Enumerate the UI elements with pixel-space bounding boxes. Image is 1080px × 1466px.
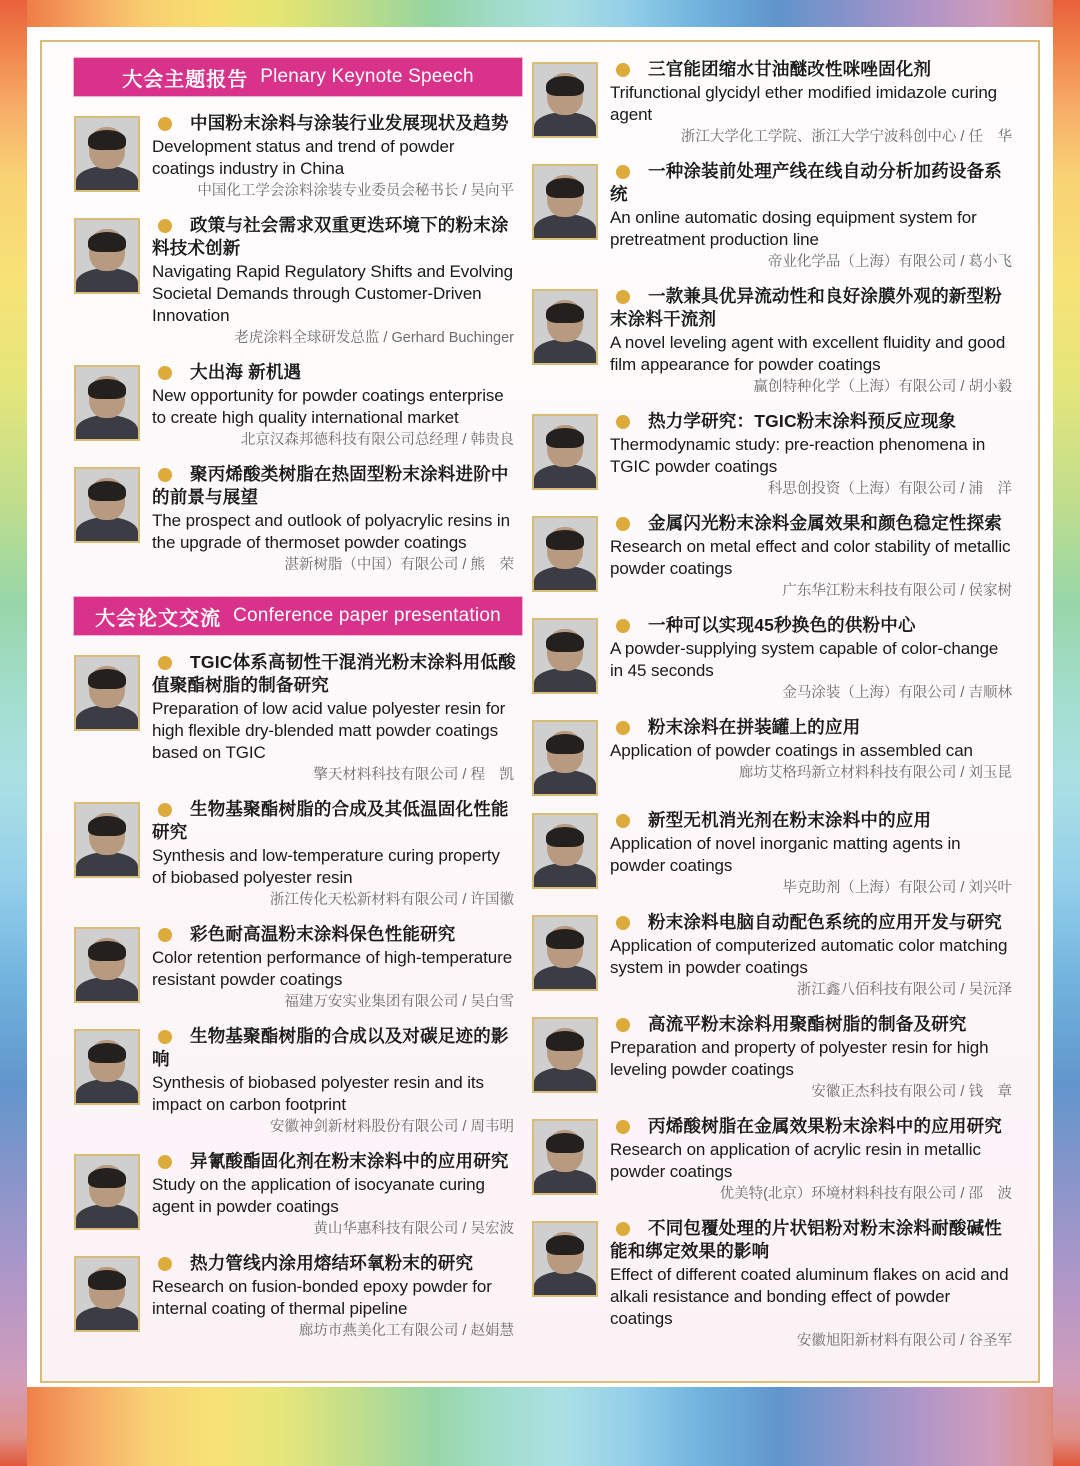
speaker-photo bbox=[532, 62, 598, 138]
entry-title-cn: 热力管线内涂用熔结环氧粉末的研究 bbox=[190, 1253, 474, 1273]
entry-title-cn: 一种涂装前处理产线在线自动分析加药设备系统 bbox=[610, 161, 1002, 204]
bullet-dot-icon bbox=[158, 1155, 172, 1169]
entry-text bbox=[152, 923, 516, 1012]
entry-affiliation: 浙江鑫八佰科技有限公司 / 吴沅泽 bbox=[796, 982, 1012, 998]
entry-text bbox=[152, 463, 516, 575]
entry-title-en: Thermodynamic study: pre-reaction phenomena in TGIC powder coatings bbox=[610, 435, 986, 476]
entry bbox=[532, 1217, 1014, 1351]
speaker-photo bbox=[532, 164, 598, 240]
speaker-photo bbox=[74, 365, 140, 441]
entry-title-en: The prospect and outlook of polyacrylic resins in the upgrade of thermoset powder coatings bbox=[152, 511, 510, 552]
bullet-dot-icon bbox=[158, 1257, 172, 1271]
entry-title-en: Synthesis and low-temperature curing property of biobased polyester resin bbox=[152, 846, 500, 887]
entry-title-cn: 热力学研究：TGIC粉末涂料预反应现象 bbox=[648, 411, 957, 431]
entry-title-cn: 彩色耐高温粉末涂料保色性能研究 bbox=[190, 924, 456, 944]
entry-title-en: Preparation and property of polyester resin for high leveling powder coatings bbox=[610, 1038, 989, 1079]
entry-affiliation: 北京汉森邦德科技有限公司总经理 / 韩贵良 bbox=[240, 432, 514, 448]
entry-text bbox=[610, 58, 1014, 147]
entry-title-cn-row bbox=[152, 1252, 516, 1275]
entry-title-cn-row bbox=[610, 809, 1014, 832]
entry-title-cn-row bbox=[152, 361, 516, 384]
bullet-dot-icon bbox=[616, 290, 630, 304]
section-title-cn: 大会主题报告 bbox=[122, 68, 249, 91]
bullet-dot-icon bbox=[616, 1222, 630, 1236]
entry-title-cn-row bbox=[152, 463, 516, 509]
entry-title-cn: 聚丙烯酸类树脂在热固型粉末涂料进阶中的前景与展望 bbox=[152, 464, 509, 507]
speaker-photo bbox=[74, 116, 140, 192]
speaker-photo bbox=[532, 915, 598, 991]
speaker-photo bbox=[74, 927, 140, 1003]
entry-title-en: Application of computerized automatic color matching system in powder coatings bbox=[610, 936, 1008, 977]
bullet-dot-icon bbox=[616, 814, 630, 828]
entry-text bbox=[610, 911, 1014, 1000]
entry-title-en: Synthesis of biobased polyester resin and its impact on carbon footprint bbox=[152, 1073, 484, 1114]
entry-affiliation: 擎天材料科技有限公司 / 程 凯 bbox=[313, 767, 514, 783]
entry-text bbox=[610, 1217, 1014, 1351]
entry-affiliation: 帝业化学品（上海）有限公司 / 葛小飞 bbox=[767, 254, 1012, 270]
entry-affiliation: 中国化工学会涂料涂装专业委员会秘书长 / 吴向平 bbox=[197, 183, 514, 199]
entry-text bbox=[610, 614, 1014, 703]
entry-title-en: Research on application of acrylic resin in metallic powder coatings bbox=[610, 1140, 981, 1181]
entry-text bbox=[152, 1252, 516, 1341]
entry-title-en: A powder-supplying system capable of color-change in 45 seconds bbox=[610, 639, 999, 680]
entry bbox=[74, 1025, 516, 1137]
entry-title-cn: 高流平粉末涂料用聚酯树脂的制备及研究 bbox=[648, 1014, 967, 1034]
entry-title-cn-row bbox=[152, 214, 516, 260]
bullet-dot-icon bbox=[616, 916, 630, 930]
section-title-en: Conference paper presentation bbox=[233, 605, 501, 626]
entry-text bbox=[152, 214, 516, 348]
entry-title-cn: 粉末涂料电脑自动配色系统的应用开发与研究 bbox=[648, 912, 1002, 932]
entry-title-cn: 一款兼具优异流动性和良好涂膜外观的新型粉末涂料干流剂 bbox=[610, 286, 1002, 329]
entry-title-cn: 生物基聚酯树脂的合成及其低温固化性能研究 bbox=[152, 799, 509, 842]
entry bbox=[74, 651, 516, 785]
entry-title-cn-row bbox=[152, 1150, 516, 1173]
bullet-dot-icon bbox=[158, 656, 172, 670]
bullet-dot-icon bbox=[158, 366, 172, 380]
speaker-photo bbox=[532, 1119, 598, 1195]
bullet-dot-icon bbox=[158, 803, 172, 817]
entry-text bbox=[152, 361, 516, 450]
entry-affiliation: 安徽神剑新材料股份有限公司 / 周韦明 bbox=[269, 1119, 514, 1135]
entry-text bbox=[152, 1025, 516, 1137]
entry-title-cn: 三官能团缩水甘油醚改性咪唑固化剂 bbox=[648, 59, 932, 79]
entry-title-cn: 政策与社会需求双重更迭环境下的粉末涂料技术创新 bbox=[152, 215, 509, 258]
entry bbox=[532, 160, 1014, 272]
entry-affiliation: 廊坊艾格玛新立材料科技有限公司 / 刘玉昆 bbox=[738, 765, 1012, 781]
right-column bbox=[526, 48, 1032, 1375]
speaker-photo bbox=[532, 414, 598, 490]
entry-title-en: Development status and trend of powder coatings industry in China bbox=[152, 137, 455, 178]
entry bbox=[532, 1013, 1014, 1102]
entry-title-cn-row bbox=[610, 410, 1014, 433]
entry bbox=[74, 1252, 516, 1341]
bullet-dot-icon bbox=[616, 619, 630, 633]
speaker-photo bbox=[74, 655, 140, 731]
entry-title-cn: 粉末涂料在拼装罐上的应用 bbox=[648, 717, 861, 737]
entry bbox=[532, 58, 1014, 147]
bullet-dot-icon bbox=[158, 219, 172, 233]
entry-title-cn-row bbox=[610, 58, 1014, 81]
rainbow-band-bottom bbox=[0, 1384, 1080, 1466]
entry-title-en: A novel leveling agent with excellent fluidity and good film appearance for powder coatings bbox=[610, 333, 1006, 374]
bullet-dot-icon bbox=[158, 1030, 172, 1044]
entry-title-cn: 不同包覆处理的片状铝粉对粉末涂料耐酸碱性能和绑定效果的影响 bbox=[610, 1218, 1002, 1261]
speaker-photo bbox=[74, 1154, 140, 1230]
rainbow-band-top bbox=[0, 0, 1080, 27]
speaker-photo bbox=[532, 289, 598, 365]
entry-title-cn-row bbox=[610, 285, 1014, 331]
entry-title-cn: 异氰酸酯固化剂在粉末涂料中的应用研究 bbox=[190, 1151, 509, 1171]
speaker-photo bbox=[532, 1221, 598, 1297]
entry-title-en: Navigating Rapid Regulatory Shifts and Evolving Societal Demands through Customer-Driven Innovation bbox=[152, 262, 514, 325]
entry-text bbox=[610, 512, 1014, 601]
entry-text bbox=[610, 1013, 1014, 1102]
entry bbox=[74, 112, 516, 201]
entry-title-cn-row bbox=[610, 1217, 1014, 1263]
entry-title-cn-row bbox=[610, 160, 1014, 206]
bullet-dot-icon bbox=[158, 117, 172, 131]
speaker-photo bbox=[74, 802, 140, 878]
entry-affiliation: 优美特(北京）环境材料科技有限公司 / 邵 波 bbox=[719, 1186, 1012, 1202]
entry-title-cn-row bbox=[610, 716, 1014, 739]
entry bbox=[74, 361, 516, 450]
entry-affiliation: 科思创投资（上海）有限公司 / 浦 洋 bbox=[767, 481, 1012, 497]
entry-text bbox=[152, 651, 516, 785]
speaker-photo bbox=[74, 1256, 140, 1332]
entry-title-en: An online automatic dosing equipment system for pretreatment production line bbox=[610, 208, 977, 249]
entry-affiliation: 安徽正杰科技有限公司 / 钱 章 bbox=[811, 1084, 1012, 1100]
bullet-dot-icon bbox=[158, 928, 172, 942]
entry-text bbox=[610, 716, 1014, 783]
entry bbox=[532, 809, 1014, 898]
entry-title-cn: 中国粉末涂料与涂装行业发展现状及趋势 bbox=[190, 113, 509, 133]
bullet-dot-icon bbox=[158, 468, 172, 482]
entry-affiliation: 福建万安实业集团有限公司 / 吴白雪 bbox=[284, 994, 514, 1010]
rainbow-band-right bbox=[1053, 0, 1080, 1466]
entry-title-cn-row bbox=[152, 923, 516, 946]
speaker-photo bbox=[532, 516, 598, 592]
entry-title-cn-row bbox=[152, 1025, 516, 1071]
entry-title-cn: 大出海 新机遇 bbox=[190, 362, 302, 382]
entry-title-cn-row bbox=[152, 798, 516, 844]
entry-affiliation: 廊坊市燕美化工有限公司 / 赵娟慧 bbox=[298, 1323, 514, 1339]
entry-title-cn: 生物基聚酯树脂的合成以及对碳足迹的影响 bbox=[152, 1026, 509, 1069]
entry-title-en: Effect of different coated aluminum flakes on acid and alkali resistance and bonding effect of powder coatings bbox=[610, 1265, 1009, 1328]
content-area bbox=[48, 48, 1032, 1375]
entry bbox=[74, 1150, 516, 1239]
entry-affiliation: 湛新树脂（中国）有限公司 / 熊 荣 bbox=[284, 557, 514, 573]
entry bbox=[532, 512, 1014, 601]
entry-title-cn: 一种可以实现45秒换色的供粉中心 bbox=[648, 615, 916, 635]
entry-title-en: Research on metal effect and color stability of metallic powder coatings bbox=[610, 537, 1011, 578]
speaker-photo bbox=[532, 813, 598, 889]
bullet-dot-icon bbox=[616, 415, 630, 429]
speaker-photo bbox=[74, 218, 140, 294]
entry-text bbox=[610, 160, 1014, 272]
entry bbox=[532, 716, 1014, 796]
entry-title-en: Preparation of low acid value polyester resin for high flexible dry-blended matt powder coatings based on TGIC bbox=[152, 699, 506, 762]
entry bbox=[74, 798, 516, 910]
speaker-photo bbox=[74, 467, 140, 543]
entry-affiliation: 赢创特种化学（上海）有限公司 / 胡小毅 bbox=[753, 379, 1012, 395]
entry-text bbox=[610, 1115, 1014, 1204]
entry-title-cn: TGIC体系高韧性干混消光粉末涂料用低酸值聚酯树脂的制备研究 bbox=[152, 652, 516, 695]
entry-title-en: Research on fusion-bonded epoxy powder for internal coating of thermal pipeline bbox=[152, 1277, 492, 1318]
entry-title-cn: 新型无机消光剂在粉末涂料中的应用 bbox=[648, 810, 932, 830]
entry bbox=[532, 1115, 1014, 1204]
entry-title-cn-row bbox=[610, 614, 1014, 637]
bullet-dot-icon bbox=[616, 1120, 630, 1134]
entry-text bbox=[152, 798, 516, 910]
entry bbox=[532, 285, 1014, 397]
entry bbox=[532, 911, 1014, 1000]
entry-title-cn-row bbox=[152, 112, 516, 135]
entry-text bbox=[610, 410, 1014, 499]
section-header-plenary bbox=[74, 58, 522, 96]
section-header-conference-paper bbox=[74, 597, 522, 635]
entry-title-cn-row bbox=[610, 1013, 1014, 1036]
entry-title-cn: 丙烯酸树脂在金属效果粉末涂料中的应用研究 bbox=[648, 1116, 1002, 1136]
entry-affiliation: 黄山华惠科技有限公司 / 吴宏波 bbox=[313, 1221, 514, 1237]
entry bbox=[74, 214, 516, 348]
entry-affiliation: 金马涂装（上海）有限公司 / 吉顺林 bbox=[782, 685, 1012, 701]
entry-title-en: Color retention performance of high-temperature resistant powder coatings bbox=[152, 948, 513, 989]
entry-text bbox=[610, 809, 1014, 898]
bullet-dot-icon bbox=[616, 721, 630, 735]
rainbow-band-left bbox=[0, 0, 27, 1466]
entry-title-cn-row bbox=[152, 651, 516, 697]
entry-text bbox=[152, 1150, 516, 1239]
entry-title-cn-row bbox=[610, 512, 1014, 535]
section-title-en: Plenary Keynote Speech bbox=[260, 66, 474, 87]
bullet-dot-icon bbox=[616, 63, 630, 77]
entry-affiliation: 安徽旭阳新材料有限公司 / 谷圣军 bbox=[796, 1333, 1012, 1349]
entry bbox=[532, 614, 1014, 703]
entry-title-cn: 金属闪光粉末涂料金属效果和颜色稳定性探索 bbox=[648, 513, 1002, 533]
entry-text bbox=[610, 285, 1014, 397]
speaker-photo bbox=[532, 618, 598, 694]
entry-affiliation: 浙江传化天松新材料有限公司 / 许国徽 bbox=[269, 892, 514, 908]
entry-text bbox=[152, 112, 516, 201]
bullet-dot-icon bbox=[616, 517, 630, 531]
bullet-dot-icon bbox=[616, 1018, 630, 1032]
entry-title-en: Trifunctional glycidyl ether modified imidazole curing agent bbox=[610, 83, 998, 124]
speaker-photo bbox=[532, 720, 598, 796]
left-column bbox=[48, 48, 526, 1375]
entry-title-cn-row bbox=[610, 911, 1014, 934]
speaker-photo bbox=[532, 1017, 598, 1093]
entry-affiliation: 广东华江粉末科技有限公司 / 侯家树 bbox=[782, 583, 1012, 599]
entry-title-en: Application of novel inorganic matting agents in powder coatings bbox=[610, 834, 961, 875]
entry-title-en: Study on the application of isocyanate curing agent in powder coatings bbox=[152, 1175, 485, 1216]
entry-title-en: Application of powder coatings in assembled can bbox=[610, 741, 973, 760]
bullet-dot-icon bbox=[616, 165, 630, 179]
speaker-photo bbox=[74, 1029, 140, 1105]
section-title-cn: 大会论文交流 bbox=[95, 607, 222, 630]
entry bbox=[74, 923, 516, 1012]
entry-affiliation: 浙江大学化工学院、浙江大学宁波科创中心 / 任 华 bbox=[680, 129, 1012, 145]
entry bbox=[74, 463, 516, 575]
entry-affiliation: 毕克助剂（上海）有限公司 / 刘兴叶 bbox=[782, 880, 1012, 896]
entry-title-cn-row bbox=[610, 1115, 1014, 1138]
entry-title-en: New opportunity for powder coatings enterprise to create high quality international market bbox=[152, 386, 504, 427]
entry-affiliation: 老虎涂料全球研发总监 / Gerhard Buchinger bbox=[234, 330, 514, 346]
entry bbox=[532, 410, 1014, 499]
